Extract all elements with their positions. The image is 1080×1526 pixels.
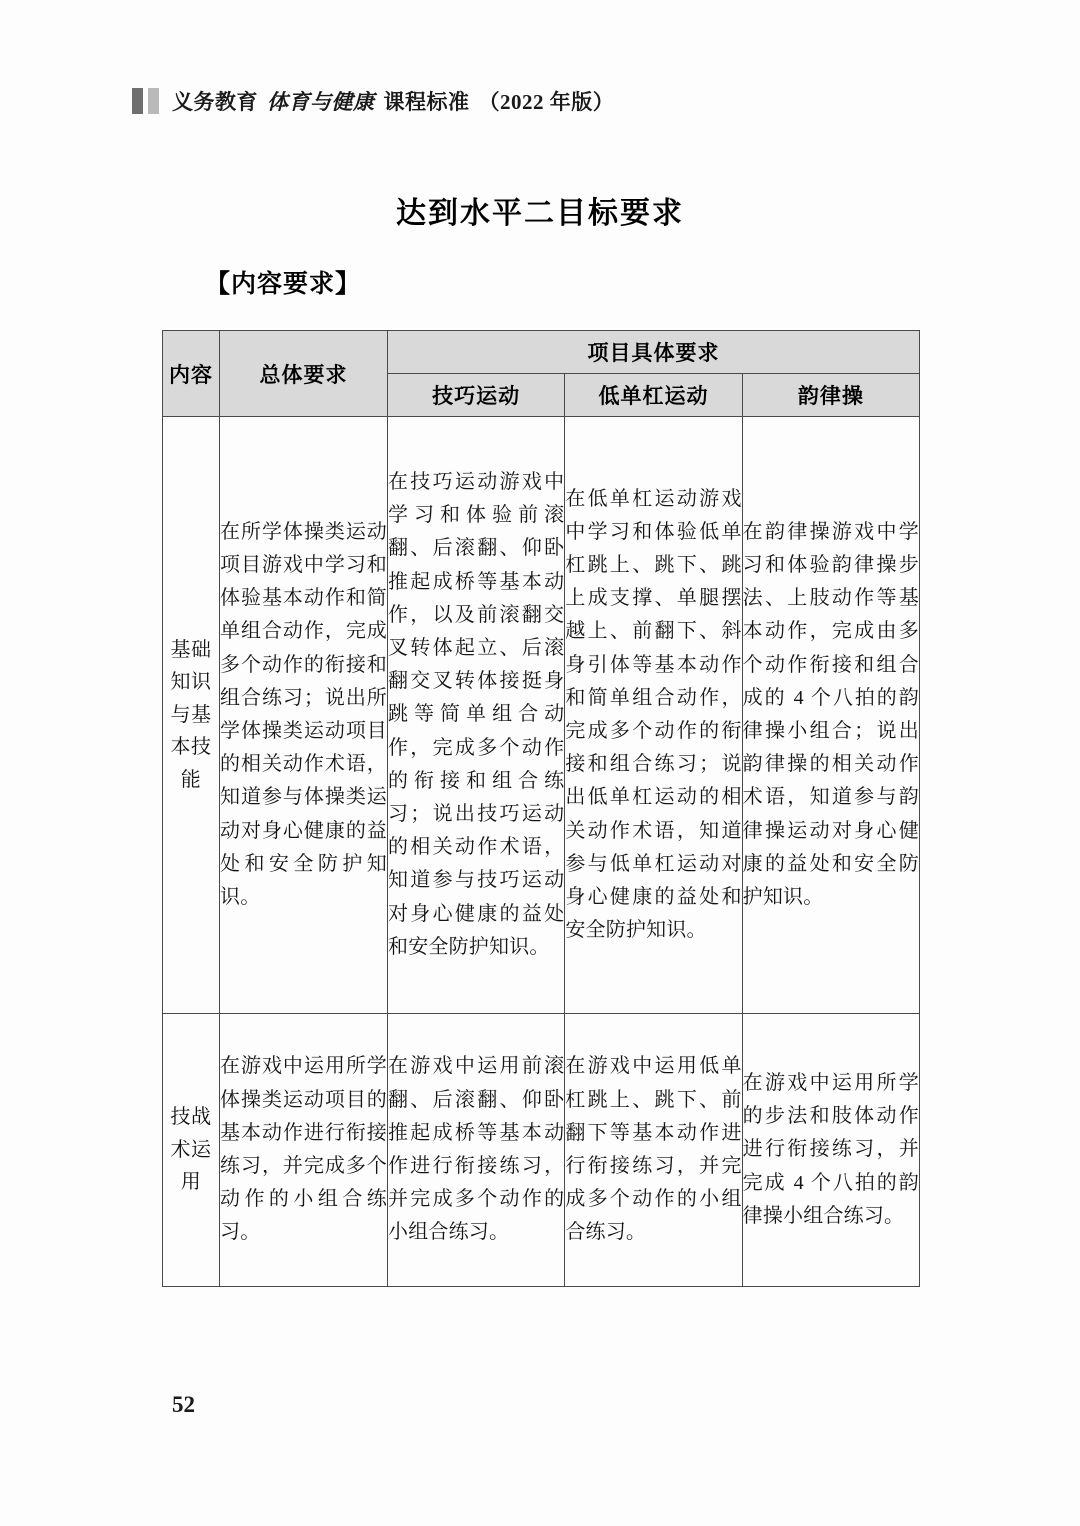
page-title: 达到水平二目标要求 [396,197,684,230]
table-row [163,1014,920,1287]
header-rhythmic-exercise: 韵律操 [742,374,919,417]
cell-overall-basic: 在所学体操类运动项目游戏中学习和体验基本动作和简单组合动作，完成多个动作的衔接和组合练习；说出所学体操类运动项目的相关动作术语，知道参与体操类运动对身心健康的益处和安全防护知识。 [220,417,388,1014]
header-skill-sport: 技巧运动 [388,374,565,417]
bar-light-icon [148,88,159,114]
table-header-row-1 [163,331,920,374]
cell-skill-tactics: 在游戏中运用前滚翻、后滚翻、仰卧推起成桥等基本动作进行衔接练习，并完成多个动作的小组合练习。 [388,1014,565,1287]
table-body [163,417,920,1287]
row-label-basic-knowledge: 基础知识与基本技能 [163,417,220,1014]
page-number: 52 [172,1392,195,1417]
running-head [132,86,614,116]
running-head-edition: （2022 年版） [478,90,615,114]
row-label-tactics: 技战术运用 [163,1014,220,1287]
header-content: 内容 [163,331,220,417]
running-head-part2: 体育与健康 [267,90,375,114]
header-project-group: 项目具体要求 [388,331,920,374]
bar-dark-icon [132,88,143,114]
cell-rhythm-tactics: 在游戏中运用所学的步法和肢体动作进行衔接练习，并完成 4 个八拍的韵律操小组合练习。 [742,1014,919,1287]
table-row [163,417,920,1014]
running-head-part1: 义务教育 [172,90,258,114]
cell-skill-basic: 在技巧运动游戏中学习和体验前滚翻、后滚翻、仰卧推起成桥等基本动作，以及前滚翻交叉转体起立、后滚翻交叉转体接挺身跳等简单组合动作，完成多个动作的衔接和组合练习；说出技巧运动的相关动作术语，知道参与技巧运动对身心健康的益处和安全防护知识。 [388,417,565,1014]
section-heading: 【内容要求】 [205,270,362,298]
running-head-part3: 课程标准 [383,90,470,114]
running-head-bars [132,88,159,114]
cell-low-bar-basic: 在低单杠运动游戏中学习和体验低单杠跳上、跳下、跳上成支撑、单腿摆越上、前翻下、斜身引体等基本动作和简单组合动作，完成多个动作的衔接和组合练习；说出低单杠运动的相关动作术语，知道参与低单杠运动对身心健康的益处和安全防护知识。 [565,417,742,1014]
cell-rhythm-basic: 在韵律操游戏中学习和体验韵律操步法、上肢动作等基本动作，完成由多个动作衔接和组合成的 4 个八拍的韵律操小组合；说出韵律操的相关动作术语，知道参与韵律操运动对身心健康的益处和安全防护知识。 [742,417,919,1014]
table-header [163,331,920,417]
cell-low-bar-tactics: 在游戏中运用低单杠跳上、跳下、前翻下等基本动作进行衔接练习，并完成多个动作的小组合练习。 [565,1014,742,1287]
header-low-bar-sport: 低单杠运动 [565,374,742,417]
requirements-table [162,330,920,1287]
cell-overall-tactics: 在游戏中运用所学体操类运动项目的基本动作进行衔接练习，并完成多个动作的小组合练习。 [220,1014,388,1287]
header-overall: 总体要求 [220,331,388,417]
